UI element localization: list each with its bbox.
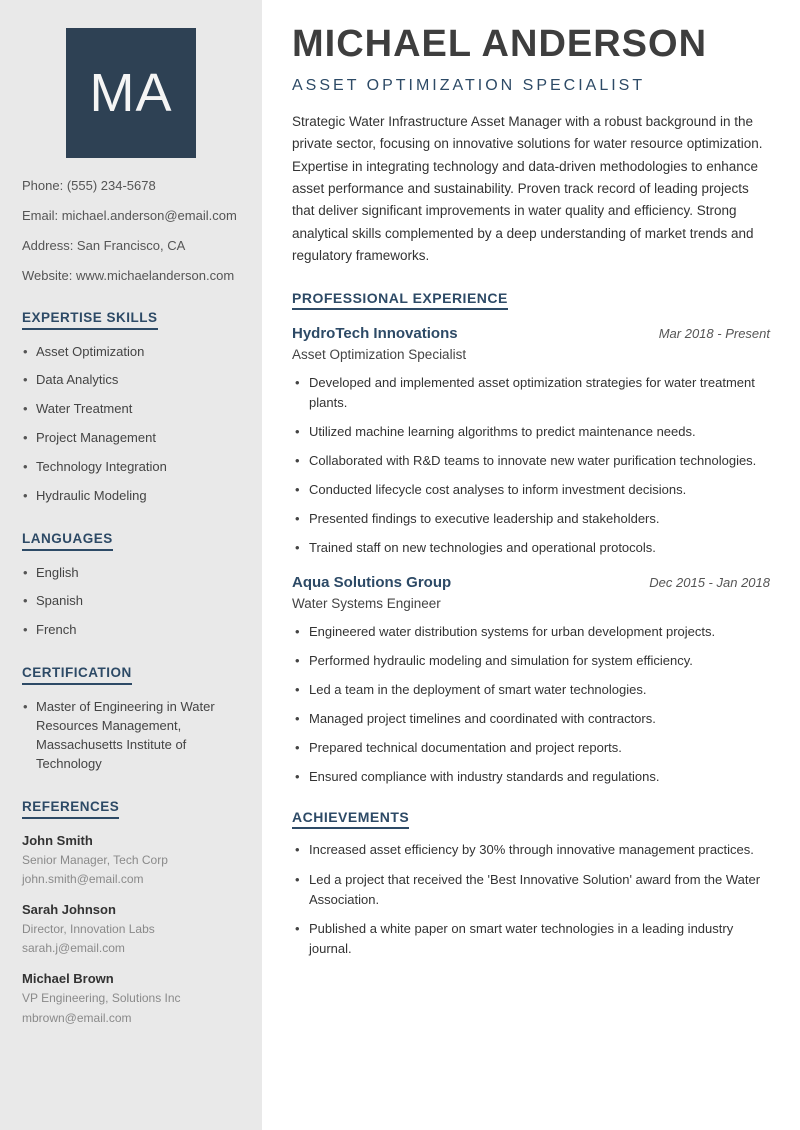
monogram-initials: MA [89,63,173,123]
company-name: Aqua Solutions Group [292,573,452,591]
certification-list [22,698,240,773]
experience-heading: PROFESSIONAL EXPERIENCE [292,290,508,310]
reference-name: John Smith [22,832,93,848]
reference-email: sarah.j@email.com [22,941,125,956]
achievements-section [292,809,770,959]
list-item: • Prepared technical documentation and project reports. [292,738,770,758]
list-item: • Led a team in the deployment of smart water technologies. [292,680,770,700]
list-item: • Collaborated with R&D teams to innovate new water purification technologies. [292,451,770,471]
job-header [292,574,770,591]
monogram-badge [66,28,196,158]
references-section [22,798,240,1027]
list-item: • French [22,621,240,640]
list-item: • Published a white paper on smart water technologies in a leading industry journal. [292,919,770,959]
candidate-title: ASSET OPTIMIZATION SPECIALIST [292,76,646,94]
list-item: • Performed hydraulic modeling and simulation for system efficiency. [292,651,770,671]
list-item: • Ensured compliance with industry standards and regulations. [292,767,770,787]
reference-email: mbrown@email.com [22,1010,132,1025]
list-item: • Engineered water distribution systems for urban development projects. [292,622,770,642]
certification-section [22,664,240,773]
list-item: • Master of Engineering in Water Resources Management, Massachusetts Institute of Technology [22,698,240,773]
list-item: • Project Management [22,429,240,448]
references-heading: REFERENCES [22,799,119,819]
certification-heading: CERTIFICATION [22,665,132,685]
list-item: • Asset Optimization [22,343,240,362]
list-item: • Conducted lifecycle cost analyses to inform investment decisions. [292,480,770,500]
list-item: • Data Analytics [22,371,240,390]
job-header [292,325,770,342]
contact-block [22,178,240,285]
list-item: • Utilized machine learning algorithms to predict maintenance needs. [292,422,770,442]
experience-section [292,290,770,788]
sidebar [0,0,262,1130]
list-item: • Spanish [22,592,240,611]
languages-list [22,564,240,641]
languages-heading: LANGUAGES [22,531,113,551]
job-bullets [292,373,770,559]
job-bullets [292,622,770,788]
reference-name: Michael Brown [22,970,114,986]
main-column [262,0,800,1130]
list-item: • Developed and implemented asset optimization strategies for water treatment plants. [292,373,770,413]
job-entry [292,574,770,788]
reference-entry [22,833,240,888]
job-role: Asset Optimization Specialist [292,346,467,362]
list-item: • English [22,564,240,583]
reference-title: Senior Manager, Tech Corp [22,852,168,867]
languages-section [22,530,240,641]
reference-email: john.smith@email.com [22,872,144,887]
list-item: • Water Treatment [22,400,240,419]
reference-entry [22,902,240,957]
job-role: Water Systems Engineer [292,595,441,611]
list-item: • Increased asset efficiency by 30% through innovative management practices. [292,840,770,860]
list-item: • Led a project that received the 'Best Innovative Solution' award from the Water Association. [292,870,770,910]
candidate-name: MICHAEL ANDERSON [292,23,708,65]
list-item: • Trained staff on new technologies and operational protocols. [292,538,770,558]
list-item: • Hydraulic Modeling [22,487,240,506]
summary-paragraph: Strategic Water Infrastructure Asset Manager with a robust background in the private sector, focusing on innovative solutions for water resource optimization. Expertise in integrating technology and data-driven methodologies to enhance asset performance and sustainability. Proven track record of leading projects that deliver significant improvements in water quality and efficiency. Strong analytical skills complemented by a deep understanding of market trends and regulatory frameworks. [292,113,763,264]
contact-address: Address: San Francisco, CA [22,237,186,253]
contact-website: Website: www.michaelanderson.com [22,267,235,283]
list-item: • Presented findings to executive leadership and stakeholders. [292,509,770,529]
references-list [22,833,240,1027]
reference-entry [22,971,240,1026]
achievements-heading: ACHIEVEMENTS [292,809,409,829]
reference-title: VP Engineering, Solutions Inc [22,990,181,1005]
job-dates: Mar 2018 - Present [658,325,770,341]
job-dates: Dec 2015 - Jan 2018 [649,574,770,590]
expertise-list [22,343,240,506]
achievements-list [292,840,770,959]
contact-email: Email: michael.anderson@email.com [22,207,237,223]
expertise-heading: EXPERTISE SKILLS [22,310,158,330]
company-name: HydroTech Innovations [292,324,458,342]
contact-phone: Phone: (555) 234-5678 [22,178,156,193]
reference-name: Sarah Johnson [22,901,116,917]
list-item: • Technology Integration [22,458,240,477]
expertise-section [22,309,240,506]
job-entry [292,325,770,559]
reference-title: Director, Innovation Labs [22,921,155,936]
list-item: • Managed project timelines and coordinated with contractors. [292,709,770,729]
